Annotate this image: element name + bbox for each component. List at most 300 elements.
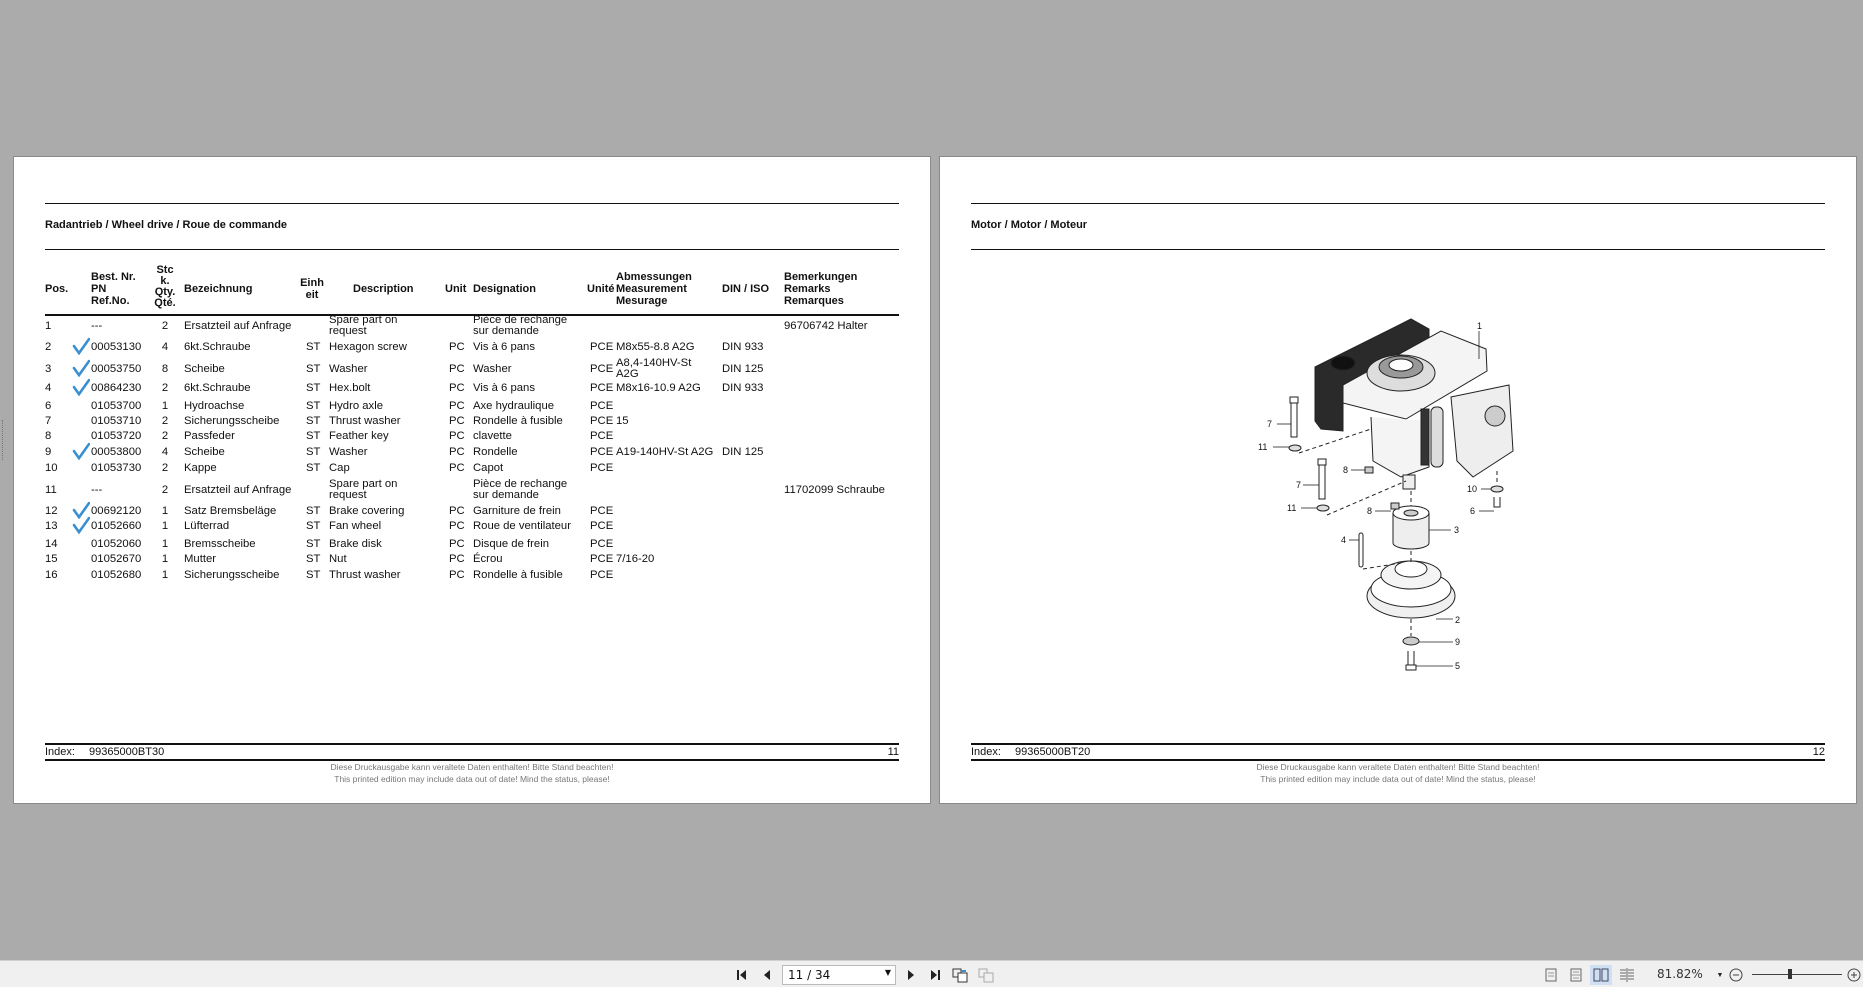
zoom-in-button[interactable] [1845,965,1863,985]
cell-unite: PCE [590,340,614,353]
cell-line: Rondelle à fusible [473,568,563,581]
cell-einh: ST [306,552,321,565]
last-page-button[interactable] [926,965,944,985]
cell-unit: PC [449,445,465,458]
cell-unite: PCE [590,537,614,550]
cell-pos: 2 [45,340,52,353]
cell-qty: 2 [161,461,169,474]
cell-qty: 1 [161,399,169,412]
header-einh-line: Einh [300,277,324,289]
cell-line: Spare part on [329,478,398,490]
cell-line: Capot [473,461,504,474]
header-pn [91,271,136,307]
cell-bez: 6kt.Schraube [184,381,251,394]
diagram-label: 8 [1343,465,1349,475]
cell-line: M8x16-10.9 A2G [616,381,701,394]
footer-divider [971,743,1825,745]
header-meas-line: Mesurage [616,295,668,307]
cell-pos: 3 [45,363,52,375]
cell-qty: 4 [161,340,169,353]
diagram-label: 11 [1258,442,1268,452]
cell-einh: ST [306,519,321,532]
header-qty-line: Qty. [154,286,176,298]
bottom-toolbar [0,960,1863,987]
table-row [14,551,930,566]
page-number: 11 [887,746,899,758]
diagram-label: 10 [1467,484,1478,494]
cell-pn: 01053730 [91,461,142,474]
footer-note-en: This printed edition may include data out of date! Mind the status, please! [1260,774,1536,784]
table-row [14,398,930,413]
cell-einh: ST [306,381,321,394]
checkmark-icon [72,359,90,377]
continuous-facing-icon [1619,968,1635,982]
cell-unit: PC [449,537,465,550]
minus-circle-icon [1729,968,1743,982]
next-view-icon [978,967,994,983]
cell-line: Écrou [473,552,503,565]
cell-din: DIN 125 [722,363,764,375]
checkmark-icon [72,516,90,534]
cell-pn: 00053800 [91,445,142,458]
engine-block [1371,417,1429,477]
cell-bez: 6kt.Schraube [184,340,251,353]
header-bezeichnung: Bezeichnung [184,283,253,295]
first-page-icon [736,969,750,981]
cell-line: request [329,489,367,501]
cell-designation [473,430,512,442]
cell-designation [473,553,503,565]
diagram-label: 11 [1287,503,1297,513]
cell-designation [473,538,549,550]
cell-qty: 1 [161,504,169,517]
divider [971,249,1825,250]
cell-pos: 8 [45,429,52,442]
header-meas-line: Measurement [616,283,687,295]
cell-pn: 01052680 [91,568,142,581]
header-unit: Unit [445,283,467,295]
checkmark-icon [72,442,90,460]
cell-unite: PCE [590,461,614,474]
checkmark-icon [72,378,90,396]
cell-designation [473,446,518,458]
cell-designation [473,382,535,394]
cell-din: DIN 933 [722,340,764,353]
cell-meas [616,446,713,458]
cell-line: Disque de frein [473,537,549,550]
cell-pos: 11 [45,484,57,496]
page-number-field[interactable] [782,965,896,985]
cell-einh: ST [306,461,321,474]
index-value: 99365000BT20 [1014,746,1091,758]
next-page-icon [907,969,915,981]
cell-desc [329,363,368,375]
table-row [14,460,930,475]
zoom-slider[interactable] [1752,974,1842,975]
cell-pn: --- [91,484,103,496]
page-number: 12 [1812,746,1825,758]
cell-meas [616,553,654,565]
cell-line: Thrust washer [329,414,401,427]
cell-line: 15 [616,414,629,427]
cell-din: DIN 933 [722,381,764,394]
cell-line: Fan wheel [329,519,382,532]
cell-pos: 4 [45,381,52,394]
cell-einh: ST [306,445,321,458]
cell-qty: 2 [161,429,169,442]
diagram-label: 6 [1470,506,1476,516]
footer-note-de: Diese Druckausgabe kann veraltete Daten enthalten! Bitte Stand beachten! [1256,762,1540,772]
cell-qty: 8 [161,363,169,375]
cell-bez: Kappe [184,461,217,474]
cell-remarks: 96706742 Halter [784,320,868,332]
cell-unit: PC [449,552,465,565]
cell-unite: PCE [590,568,614,581]
header-qty-line: Qté. [154,297,176,309]
header-qty-line: Stc [156,264,174,276]
cell-bez: Ersatzteil auf Anfrage [184,320,292,332]
cell-bez: Ersatzteil auf Anfrage [184,484,292,496]
cell-designation [473,315,567,337]
footer-divider [971,759,1825,761]
last-page-icon [928,969,942,981]
muffler [1451,385,1513,477]
zoom-out-button[interactable] [1727,965,1745,985]
header-pn-line: PN [91,283,107,295]
cell-unit: PC [449,363,465,375]
header-qty [152,265,178,309]
cell-line: clavette [473,429,512,442]
cell-line: Vis à 6 pans [473,340,535,353]
cell-meas [616,415,629,427]
cell-bez: Scheibe [184,363,225,375]
plus-circle-icon [1847,968,1861,982]
footer-divider [45,743,899,745]
cell-line: Cap [329,461,350,474]
cell-bez: Sicherungsscheibe [184,414,280,427]
cell-line: 7/16-20 [616,552,655,565]
index-label-text: Index: [971,746,1001,758]
divider [45,249,899,250]
cell-line: Garniture de frein [473,504,561,517]
cell-unit: PC [449,381,465,394]
header-remarks-line: Bemerkungen [784,271,858,283]
cell-einh: ST [306,340,321,353]
diagram-label: 7 [1267,419,1273,429]
diagram-label: 7 [1296,480,1302,490]
table-row [14,358,930,380]
cell-bez: Scheibe [184,445,225,458]
header-designation: Designation [473,283,536,295]
facing-pages-icon [1593,968,1609,982]
cell-pos: 7 [45,414,52,427]
cell-desc [329,505,404,517]
cell-bez: Passfeder [184,429,235,442]
exploded-diagram [1251,301,1531,681]
cell-line: sur demande [473,325,539,337]
cell-desc [329,341,407,353]
cell-desc [329,520,381,532]
cell-line: Vis à 6 pans [473,381,535,394]
single-page-view-button[interactable] [1541,965,1561,985]
cell-unite: PCE [590,399,614,412]
cell-line: A2G [616,368,639,380]
cell-desc [329,315,397,337]
cell-line: Hex.bolt [329,381,371,394]
cell-qty: 1 [161,552,169,565]
index-label-text: Index: [45,746,75,758]
continuous-facing-view-button[interactable] [1617,965,1637,985]
cell-unit: PC [449,519,465,532]
table-row [14,379,930,396]
cell-unit: PC [449,504,465,517]
cell-line: Hexagon screw [329,340,407,353]
table-row [14,478,930,502]
table-row [14,428,930,443]
cell-line: M8x55-8.8 A2G [616,340,695,353]
cell-unite: PCE [590,504,614,517]
header-remarks-line: Remarques [784,295,844,307]
cell-meas [616,358,691,380]
cell-unit: PC [449,340,465,353]
table-row [14,413,930,428]
cell-line: Feather key [329,429,389,442]
cell-unit: PC [449,461,465,474]
cell-pos: 10 [45,461,58,474]
table-row [14,338,930,355]
cell-desc [329,462,350,474]
cell-qty: 2 [161,381,169,394]
cell-pos: 14 [45,537,58,550]
next-view-button[interactable] [976,965,996,985]
cell-pos: 16 [45,568,58,581]
cell-designation [473,363,512,375]
cell-einh: ST [306,537,321,550]
cell-pn: 01052660 [91,519,142,532]
zoom-slider-thumb[interactable] [1788,969,1792,979]
cell-einh: ST [306,504,321,517]
cell-designation [473,479,567,501]
header-unite: Unité [587,283,615,295]
cell-bez: Hydroachse [184,399,245,412]
cell-unite: PCE [590,363,614,375]
cell-unit: PC [449,568,465,581]
cell-designation [473,400,554,412]
cell-line: Pièce de rechange [473,478,568,490]
cell-desc [329,400,383,412]
cell-unite: PCE [590,414,614,427]
diagram-label: 3 [1454,525,1460,535]
previous-page-button[interactable] [760,965,774,985]
cell-line: Thrust washer [329,568,401,581]
tank-cap [1331,356,1355,370]
cell-line: Pièce de rechange [473,314,568,326]
cell-line: Washer [329,445,368,458]
cell-einh: ST [306,568,321,581]
zoom-level[interactable]: 81.82% [1657,967,1703,981]
cell-unit: PC [449,429,465,442]
cell-pos: 12 [45,504,58,517]
cell-designation [473,415,563,427]
index-label [45,746,164,758]
page-title: Motor / Motor / Moteur [971,219,1088,231]
cell-unite: PCE [590,519,614,532]
header-qty-line: k. [160,275,170,287]
cell-din: DIN 125 [722,445,764,458]
header-remarks [784,271,857,307]
cell-line: Brake disk [329,537,382,550]
footer-note-de: Diese Druckausgabe kann veraltete Daten enthalten! Bitte Stand beachten! [330,762,614,772]
cell-desc [329,382,370,394]
cell-line: A8,4-140HV-St [616,357,692,369]
page-12 [939,156,1857,804]
table-row [14,536,930,551]
table-row [14,315,930,337]
cell-einh: ST [306,363,321,375]
diagram-label: 1 [1477,321,1483,331]
cell-unite: PCE [590,381,614,394]
cell-line: Brake covering [329,504,405,517]
first-page-button[interactable] [734,965,752,985]
cell-bez: Satz Bremsbeläge [184,504,277,517]
header-remarks-line: Remarks [784,283,831,295]
table-row [14,518,930,533]
header-meas-line: Abmessungen [616,271,692,283]
table-row [14,567,930,582]
cell-pn: 01053700 [91,399,142,412]
cell-line: Rondelle à fusible [473,414,563,427]
footer-divider [45,759,899,761]
header-einheit [298,277,326,301]
cell-einh: ST [306,414,321,427]
cell-einh: ST [306,429,321,442]
cell-unit: PC [449,414,465,427]
table-row [14,502,930,519]
page-title: Radantrieb / Wheel drive / Roue de commande [45,219,288,231]
diagram-label: 8 [1367,506,1373,516]
cell-pn: 00864230 [91,381,142,394]
cell-einh: ST [306,399,321,412]
cell-desc [329,538,382,550]
header-measurement [616,271,692,307]
cell-meas [616,341,695,353]
previous-view-button[interactable] [950,965,970,985]
previous-page-icon [763,969,771,981]
zoom-dropdown-icon[interactable]: ▼ [1716,971,1724,979]
cell-pos: 9 [45,445,52,458]
cell-designation [473,462,503,474]
cell-bez: Bremsscheibe [184,537,256,550]
divider [45,203,899,204]
cell-unite: PCE [590,445,614,458]
page-11 [13,156,931,804]
cell-bez: Mutter [184,552,217,565]
cell-pos: 1 [45,320,52,332]
cell-desc [329,446,368,458]
cell-unite: PCE [590,429,614,442]
index-label [971,746,1090,758]
cell-pos: 13 [45,519,58,532]
footer-note-en: This printed edition may include data out of date! Mind the status, please! [334,774,610,784]
header-einh-line: eit [305,289,319,301]
cell-designation [473,520,571,532]
cell-pn: 00692120 [91,504,142,517]
cell-desc [329,553,347,565]
facing-view-button[interactable] [1590,965,1612,985]
cell-meas [616,382,701,394]
divider [971,203,1825,204]
cell-line: Roue de ventilateur [473,519,571,532]
cell-bez: Sicherungsscheibe [184,568,280,581]
cell-line: sur demande [473,489,539,501]
cell-line: Washer [473,363,512,375]
table-row [14,444,930,459]
cell-line: Hydro axle [329,399,383,412]
cell-qty: 1 [161,568,169,581]
cell-line: request [329,325,367,337]
diagram-label: 2 [1455,615,1461,625]
cell-qty: 2 [161,320,169,332]
diagram-label: 9 [1455,637,1461,647]
continuous-view-button[interactable] [1566,965,1586,985]
cell-desc [329,430,389,442]
cell-line: Spare part on [329,314,398,326]
cell-desc [329,569,401,581]
panel-splitter[interactable] [2,420,4,460]
header-pn-line: Best. Nr. [91,271,136,283]
cell-desc [329,415,401,427]
cell-pn: 01052670 [91,552,142,565]
cell-designation [473,341,535,353]
cell-unite: PCE [590,552,614,565]
cell-unit: PC [449,399,465,412]
cell-pn: 01052060 [91,537,142,550]
dropdown-arrow-icon[interactable]: ▼ [884,968,891,977]
cell-line: Axe hydraulique [473,399,555,412]
cell-qty: 2 [161,414,169,427]
cell-pn: 00053130 [91,340,142,353]
cell-remarks: 11702099 Schraube [784,484,885,496]
cell-line: Washer [329,363,368,375]
cell-qty: 1 [161,519,169,532]
cell-pn: --- [91,320,103,332]
cell-designation [473,505,561,517]
header-description: Description [353,283,414,295]
cell-pos: 15 [45,552,58,565]
cell-pn: 01053710 [91,414,142,427]
cell-line: Nut [329,552,347,565]
next-page-button[interactable] [904,965,918,985]
cell-line: A19-140HV-St A2G [616,445,714,458]
cell-pn: 00053750 [91,363,142,375]
header-din-iso: DIN / ISO [722,283,770,295]
index-value: 99365000BT30 [88,746,165,758]
cell-pos: 6 [45,399,52,412]
page-field-value: 11 / 34 [788,968,831,982]
single-page-icon [1545,968,1557,982]
cell-bez: Lüfterrad [184,519,230,532]
continuous-page-icon [1570,968,1582,982]
diagram-label: 5 [1455,661,1461,671]
cell-desc [329,479,397,501]
checkmark-icon [72,337,90,355]
header-pos: Pos. [45,283,69,295]
cell-qty: 4 [161,445,169,458]
previous-view-icon [952,967,968,983]
cell-qty: 2 [161,484,169,496]
cell-pn: 01053720 [91,429,142,442]
diagram-label: 4 [1341,535,1347,545]
